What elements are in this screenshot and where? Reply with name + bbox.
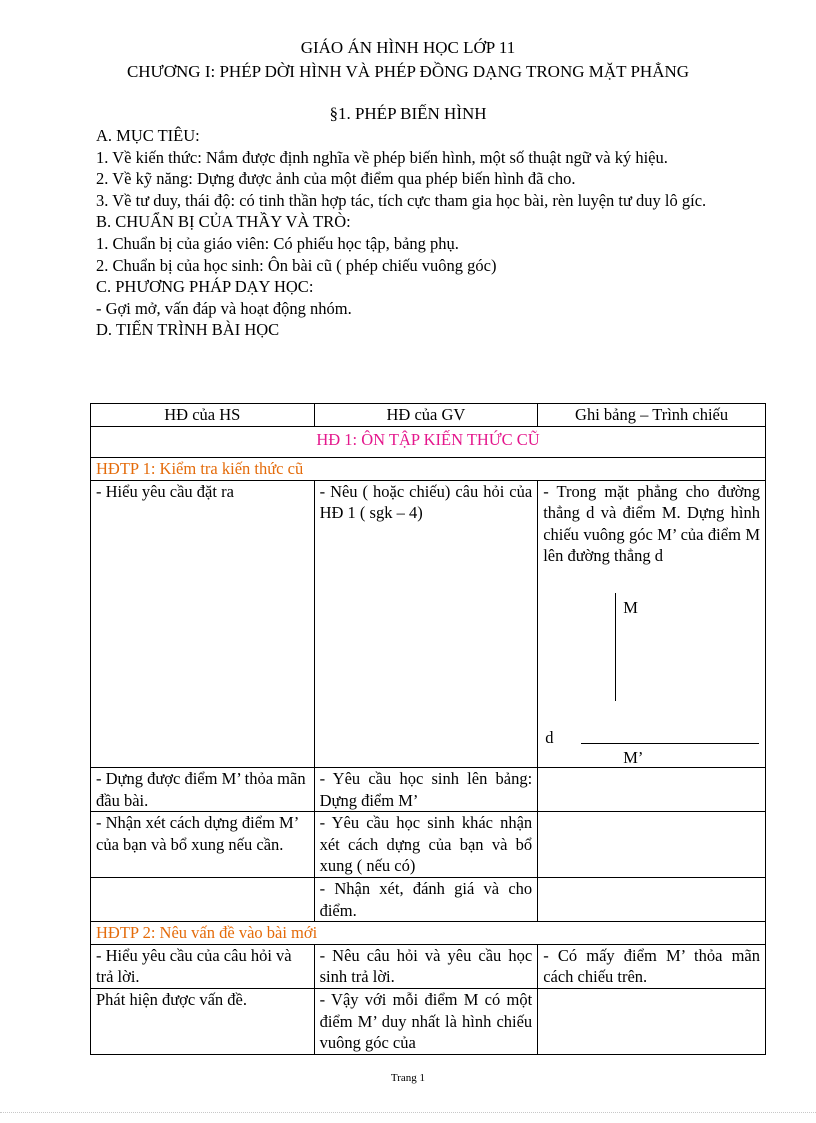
hdtp1-title: HĐTP 1: Kiểm tra kiến thức cũ [91,458,766,481]
table-row [91,767,766,811]
header-teacher: HĐ của GV [314,404,538,427]
hdtp2-title: HĐTP 2: Nêu vấn đề vào bài mới [91,922,766,945]
cell-teacher: - Yêu cầu học sinh lên bảng: Dựng điểm M’ [314,767,538,811]
cell-board [538,812,766,878]
cell-teacher: - Nêu câu hỏi và yêu cầu học sinh trả lời. [314,944,538,988]
prep-teacher: 1. Chuẩn bị của giáo viên: Có phiếu học tập, bảng phụ. [96,233,459,253]
board-text: - Trong mặt phẳng cho đường thẳng d và điểm M. Dựng hình chiếu vuông góc M’ của điểm M lên đường thẳng d [543,481,760,566]
label-d: d [545,727,554,747]
label-M: M [623,597,638,617]
segment-MMp [615,593,616,701]
heading-methods: C. PHƯƠNG PHÁP DẠY HỌC: [96,277,314,297]
page-number: Trang 1 [390,1072,426,1084]
hd1-title: HĐ 1: ÔN TẬP KIẾN THỨC CŨ [91,427,766,458]
heading-procedure: D. TIẾN TRÌNH BÀI HỌC [96,320,280,340]
chapter-title: CHƯƠNG I: PHÉP DỜI HÌNH VÀ PHÉP ĐỒNG DẠNG TRONG MẶT PHẲNG [126,62,690,81]
objective-knowledge: 1. Về kiến thức: Nắm được định nghĩa về phép biến hình, một số thuật ngữ và ký hiệu. [96,147,668,167]
cell-teacher: - Vậy với mỗi điểm M có một điểm M’ duy nhất là hình chiếu vuông góc của [314,988,538,1054]
cell-board [538,877,766,921]
header-board: Ghi bảng – Trình chiếu [538,404,766,427]
section-title: §1. PHÉP BIẾN HÌNH [329,104,487,123]
table-row [91,877,766,921]
objective-skills: 2. Về kỹ năng: Dựng được ảnh của một điểm qua phép biến hình đã cho. [96,169,576,189]
heading-objectives: A. MỤC TIÊU: [96,126,200,145]
prep-student: 2. Chuẩn bị của học sinh: Ôn bài cũ ( phép chiếu vuông góc) [96,255,497,275]
cell-student [91,877,315,921]
hdtp2-row [91,922,766,945]
methods-text: - Gợi mở, vấn đáp và hoạt động nhóm. [96,298,352,318]
heading-preparation: B. CHUẨN BỊ CỦA THẦY VÀ TRÒ: [96,212,351,232]
header-student: HĐ của HS [91,404,315,427]
cell-board [538,480,766,767]
cell-teacher: - Nêu ( hoặc chiếu) câu hỏi của HĐ 1 ( sgk – 4) [314,480,538,767]
label-Mp: M’ [623,747,644,767]
table-row [91,812,766,878]
table-row [91,944,766,988]
cell-student: Phát hiện được vấn đề. [91,988,315,1054]
line-d [581,743,759,744]
lesson-intro [96,125,758,341]
cell-student: - Dựng được điểm M’ thỏa mãn đầu bài. [91,767,315,811]
objective-attitude: 3. Về tư duy, thái độ: có tinh thần hợp tác, tích cực tham gia học bài, rèn luyện tư duy lô gíc. [96,190,707,210]
cell-board [538,767,766,811]
hd1-row [91,427,766,458]
cell-board [538,988,766,1054]
cell-teacher: - Nhận xét, đánh giá và cho điểm. [314,877,538,921]
table-header-row [91,404,766,427]
cell-student: - Nhận xét cách dựng điểm M’ của bạn và bổ xung nếu cần. [91,812,315,878]
cell-student: - Hiểu yêu cầu của câu hỏi và trả lời. [91,944,315,988]
projection-figure [543,567,760,767]
document-title: GIÁO ÁN HÌNH HỌC LỚP 11 [300,38,516,57]
table-row [91,988,766,1054]
cell-teacher: - Yêu cầu học sinh khác nhận xét cách dựng của bạn và bổ xung ( nếu có) [314,812,538,878]
table-row [91,480,766,767]
cell-student: - Hiểu yêu cầu đặt ra [91,480,315,767]
hdtp1-row [91,458,766,481]
lesson-table [90,403,766,1055]
page-bottom-divider [0,1112,816,1113]
cell-board: - Có mấy điểm M’ thỏa mãn cách chiếu trên. [538,944,766,988]
